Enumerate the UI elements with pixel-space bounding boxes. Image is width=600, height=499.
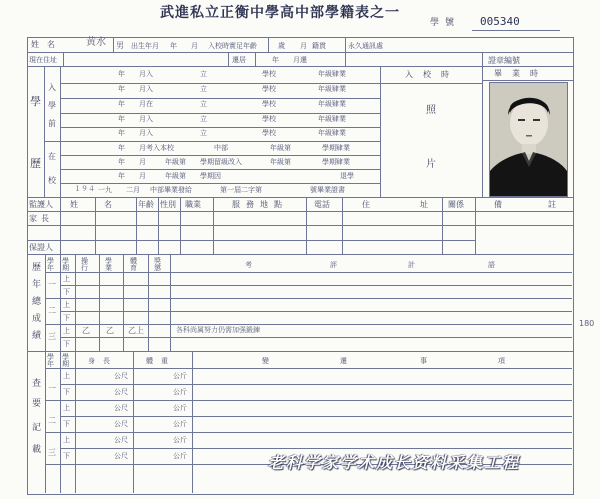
row-line [27, 351, 573, 352]
school-row-a: 年 月 [118, 158, 146, 166]
row-line [45, 432, 572, 433]
row-line [60, 183, 380, 184]
edu-row-grade: 年級肄業 [318, 85, 346, 93]
edu-row-grade: 年級肄業 [318, 115, 346, 123]
birth-label: 出生年月 [131, 42, 159, 50]
record-term: 下 [63, 340, 70, 348]
row-line [60, 285, 572, 286]
edu-row-school: 學校 [262, 85, 276, 93]
row-line [60, 169, 380, 170]
health-header-weight: 體重 [146, 357, 176, 365]
weight-unit: 公斤 [173, 388, 187, 396]
edu-row-act: 立 [200, 115, 207, 123]
row-line [44, 141, 380, 142]
record-year: 一 [48, 280, 56, 289]
margin-note: 180 [579, 319, 595, 328]
perm-addr-label: 永久通訊處 [348, 42, 383, 50]
height-unit: 公尺 [114, 388, 128, 396]
row-line [60, 416, 572, 417]
record-header-lang: 語 [488, 261, 495, 269]
row-line [60, 448, 572, 449]
health-header-rec: 遷 [340, 357, 347, 365]
edu-row-ym: 年 月在 [118, 100, 153, 108]
edu-row-ym: 年 月入 [118, 85, 153, 93]
guardian-header: 註 [548, 200, 556, 209]
col-line [60, 197, 61, 254]
health-term: 下 [63, 420, 70, 428]
conduct-grade: 乙 [82, 326, 90, 335]
pe-grade: 乙上 [128, 326, 144, 335]
edu-row-school: 學校 [262, 100, 276, 108]
guardian-header: 職業 [185, 200, 201, 209]
col-line [75, 351, 76, 493]
col-line [213, 197, 214, 254]
row-line [27, 197, 573, 198]
record-term: 下 [63, 314, 70, 322]
row-line [60, 155, 380, 156]
col-line [136, 197, 137, 254]
current-addr-label: 現在住址 [29, 56, 57, 64]
entry-char-1: 入 [48, 83, 56, 92]
document-title: 武進私立正衡中學高中部學籍表之一 [160, 5, 400, 21]
row-line [60, 98, 380, 99]
height-unit: 公尺 [114, 404, 128, 412]
age-label: 入校時實足年齡 [208, 42, 257, 50]
col-line [158, 197, 159, 254]
col-line [45, 254, 46, 351]
school-row-d: 號畢業證書 [310, 186, 345, 194]
entry-photo-label: 入校時 [405, 70, 459, 79]
move-ym: 年 月遷 [272, 56, 307, 64]
student-number: 005340 [480, 15, 520, 28]
record-header-year: 學年 [47, 257, 54, 272]
record-header-term: 學期 [62, 257, 69, 272]
record-term: 上 [63, 275, 70, 283]
col-line [60, 66, 61, 197]
record-side: 成 [32, 314, 42, 324]
grad-photo-label: 畢業時 [494, 69, 548, 78]
school-row-c: 年級第 [270, 158, 291, 166]
record-year: 二 [48, 306, 56, 315]
row-line [27, 66, 573, 67]
row-line [60, 311, 572, 312]
name-label: 姓名 [31, 40, 63, 49]
row-line [27, 225, 573, 226]
edu-row-school: 學校 [262, 129, 276, 137]
cell-line [345, 52, 346, 66]
entry-char-3: 前 [48, 119, 56, 128]
height-unit: 公尺 [114, 420, 128, 428]
row-line [45, 368, 572, 369]
guardian-header: 性別 [160, 200, 176, 209]
health-header-term: 學期 [62, 353, 69, 368]
row-line [60, 127, 380, 128]
name-value: 黄水 [86, 37, 106, 48]
parent-label: 家長 [29, 214, 53, 223]
weight-unit: 公斤 [173, 436, 187, 444]
evaluation-note: 各科尚属努力仍需加强鍛鍊 [176, 326, 260, 334]
cell-line [268, 37, 269, 52]
school-row-a: 年 月考入本校 [118, 144, 174, 152]
health-term: 上 [63, 404, 70, 412]
cell-line [113, 37, 114, 52]
cert-no-label: 證章編號 [488, 56, 520, 65]
school-row-c: 年級第 [270, 144, 291, 152]
row-line [60, 113, 380, 114]
guardian-header: 電話 [314, 200, 330, 209]
record-term: 下 [63, 288, 70, 296]
cell-line [255, 52, 256, 66]
edu-row-act: 立 [200, 70, 207, 78]
school-row-b: 年級第 學期因 [165, 172, 221, 180]
health-term: 下 [63, 452, 70, 460]
photo-char-2: 片 [426, 159, 436, 170]
edu-row-ym: 年 月入 [118, 70, 153, 78]
handwritten-year: １９４ [74, 185, 95, 193]
guardian-header: 住 [362, 200, 370, 209]
present-char-2: 校 [48, 176, 56, 185]
academic-grade: 乙 [106, 326, 114, 335]
record-side: 年 [32, 280, 42, 290]
guardian-header: 監護人 [29, 200, 53, 209]
edu-row-act: 立 [200, 129, 207, 137]
present-char-1: 在 [48, 152, 56, 161]
edu-row-grade: 年級肄業 [318, 129, 346, 137]
edu-row-ym: 年 月入 [118, 129, 153, 137]
move-label: 遷居 [232, 56, 246, 64]
row-line [27, 211, 573, 212]
col-line [95, 197, 96, 254]
guardian-header: 關係 [448, 200, 464, 209]
edu-row-act: 立 [200, 85, 207, 93]
edu-side-1: 學 [30, 95, 41, 108]
guarantor-label: 保證人 [29, 243, 53, 252]
row-line [60, 337, 572, 338]
col-line [442, 197, 443, 254]
health-term: 上 [63, 372, 70, 380]
record-side: 總 [32, 297, 42, 307]
col-line [306, 197, 307, 254]
student-photo [489, 82, 568, 197]
col-line [180, 197, 181, 254]
col-line [133, 351, 134, 493]
record-header-calc: 計 [408, 261, 415, 269]
school-row-d: 學期肄業 [322, 158, 350, 166]
cell-line [63, 52, 64, 66]
edu-row-school: 學校 [262, 70, 276, 78]
weight-unit: 公斤 [173, 452, 187, 460]
school-row-b: 中部畢業發給 [150, 186, 192, 194]
col-line [342, 197, 343, 254]
watermark: 老科学家学术成长资料采集工程 [268, 453, 521, 472]
edu-row-school: 學校 [262, 115, 276, 123]
guardian-header: 服務地點 [232, 200, 288, 209]
health-year: 二 [48, 416, 56, 425]
row-line [27, 52, 573, 53]
school-row-d: 學期肄業 [322, 144, 350, 152]
gender-value: 男 [116, 41, 124, 50]
age-month: 月 [300, 42, 307, 50]
row-line [45, 272, 170, 273]
record-term: 上 [63, 327, 70, 335]
height-unit: 公尺 [114, 436, 128, 444]
age-unit: 歲 [278, 42, 285, 50]
weight-unit: 公斤 [173, 420, 187, 428]
edu-row-act: 立 [200, 100, 207, 108]
record-header-academic: 學業 [105, 257, 112, 272]
entry-char-2: 學 [48, 101, 56, 110]
health-term: 上 [63, 436, 70, 444]
health-header-year: 學年 [47, 353, 54, 368]
school-row-c: 第一屆二字第 [220, 186, 262, 194]
health-side: 載 [32, 445, 42, 455]
health-term: 下 [63, 388, 70, 396]
record-header-eval: 評 [330, 261, 337, 269]
record-header-conduct: 操行 [81, 257, 88, 272]
col-line [482, 52, 483, 197]
health-year: 一 [48, 384, 56, 393]
col-line [475, 197, 476, 254]
school-row-b: 中部 [214, 144, 228, 152]
col-line [192, 351, 193, 493]
row-line [27, 254, 573, 255]
guardian-header: 址 [420, 200, 428, 209]
row-line [45, 298, 572, 299]
guardian-header: 備 [494, 200, 502, 209]
health-header-events: 變 [262, 357, 269, 365]
cell-line [345, 37, 346, 52]
col-line [380, 66, 381, 197]
guardian-header: 名 [104, 200, 112, 209]
edu-row-ym: 年 月入 [118, 115, 153, 123]
health-side: 記 [32, 423, 42, 433]
edu-row-grade: 年級肄業 [318, 70, 346, 78]
edu-side-2: 歷 [30, 157, 41, 170]
edu-row-grade: 年級肄業 [318, 100, 346, 108]
record-header-pe: 體育 [130, 257, 137, 272]
col-line [45, 351, 46, 493]
record-header-remark: 考 [245, 261, 252, 269]
health-year: 三 [48, 448, 56, 457]
record-side: 績 [32, 331, 42, 341]
cell-line [228, 52, 229, 66]
row-line [45, 324, 572, 325]
school-row-b: 年級第 學期留級改入 [165, 158, 242, 166]
record-header-award: 獎懲 [154, 257, 161, 272]
row-line [60, 384, 572, 385]
weight-unit: 公斤 [173, 372, 187, 380]
school-row-a: 一九 二月 [98, 186, 140, 194]
weight-unit: 公斤 [173, 404, 187, 412]
guardian-header: 年齡 [138, 200, 154, 209]
col-line [44, 66, 45, 197]
row-line [45, 400, 572, 401]
col-line [60, 351, 61, 493]
health-side: 要 [32, 399, 42, 409]
underline [472, 30, 560, 31]
record-term: 上 [63, 301, 70, 309]
height-unit: 公尺 [114, 372, 128, 380]
health-header-note: 項 [498, 357, 505, 365]
health-header-height: 身長 [88, 357, 118, 365]
health-header-item: 事 [420, 357, 427, 365]
school-row-d: 退學 [340, 172, 354, 180]
record-side: 歷 [32, 263, 42, 273]
birth-ym: 年 月 [170, 42, 198, 50]
native-label: 籍貫 [312, 42, 326, 50]
height-unit: 公尺 [114, 452, 128, 460]
row-line [60, 83, 380, 84]
school-row-a: 年 月 [118, 172, 146, 180]
row-line [380, 83, 482, 84]
health-side: 查 [32, 379, 42, 389]
photo-char-1: 照 [426, 105, 436, 116]
record-year: 三 [48, 332, 56, 341]
guardian-header: 姓 [70, 200, 78, 209]
row-line [482, 80, 573, 81]
row-line [170, 272, 572, 273]
student-number-label: 學號 [430, 18, 461, 28]
